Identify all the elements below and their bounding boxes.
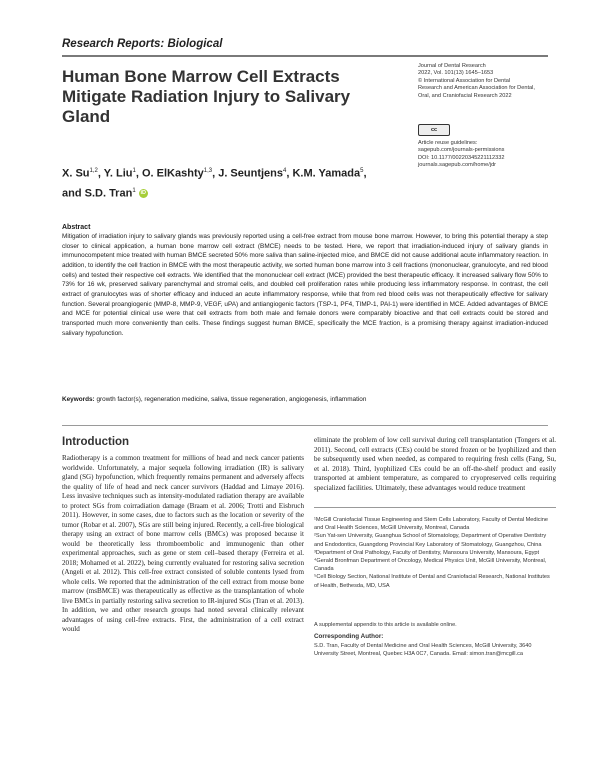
reuse-label: Article reuse guidelines: bbox=[418, 140, 478, 146]
keywords bbox=[62, 395, 548, 404]
abstract-text: Mitigation of irradiation injury to salivary glands was previously reported using a cell-free extract from mouse bone marrow. However, to bring this potential therapy a step closer to clinical application, a human bone marrow cell extract (BMCE) needs to be tested. Here, we report that irradiation-induced injury of salivary glands in immunocompetent mice treated with human BMCE secreted 50% more saliva than saline-injected mice, and BMCE did not cause additional acute inflammatory reaction. In addition, to identify the cell fraction in BMCE with the most therapeutic activity, we sorted human bone marrow into 3 cell fractions (mononuclear, granulocyte, and red blood cells) and tested their respective cell extracts. We identified that the mononuclear cell extract (MCE) provided the best therapeutic efficacy. It increased salivary flow 50% to 73% for 16 wk, preserved salivary parenchymal and stromal cells, and doubled cell proliferation rates while producing less inflammatory response. In contrast, the cell extract of granulocytes was of shorter efficacy and induced an acute inflammatory response, while that from red blood cells was not therapeutically effective for salivary function. Several proangiogenic (MMP-8, MMP-9, VEGF, uPA) and antiangiogenic factors (TSP-1, PF4, TIMP-1, PAI-1) were identified in MCE. Added advantages of BMCE and MCE for potential clinical use were that cell extracts from both male and female donors were comparably bioactive and that cell extracts could be stored and transported much more conveniently than cells. These findings suggest human BMCE, specifically the MCE fraction, is a promising therapy against irradiation-induced salivary hypofunction. bbox=[62, 233, 548, 337]
keywords-text: growth factor(s), regeneration medicine, saliva, tissue regeneration, angiogenesis, inflammation bbox=[96, 396, 367, 403]
author-name: X. Su bbox=[62, 167, 90, 180]
doi-text[interactable]: DOI: 10.1177/00220345221112332 bbox=[418, 155, 505, 161]
section-divider bbox=[62, 425, 548, 426]
author-name: J. Seuntjens bbox=[218, 167, 283, 180]
journal-url[interactable]: journals.sagepub.com/home/jdr bbox=[418, 162, 497, 169]
reuse-guidelines bbox=[418, 140, 558, 155]
creative-commons-icon: cc bbox=[418, 124, 450, 136]
journal-line: © International Association for Dental bbox=[418, 77, 511, 84]
author-affil: 1,3 bbox=[203, 168, 213, 174]
author-affil: 1 bbox=[132, 187, 136, 194]
author-affil: 5 bbox=[360, 168, 364, 174]
corresponding-author-heading: Corresponding Author: bbox=[314, 633, 384, 640]
introduction-left-column: Radiotherapy is a common treatment for millions of head and neck cancer patients worldwide. Unfortunately, a major sequela following irradiation (IR) is salivary gland (SG) hypofunction, which frequently remains permanent and adversely affects the quality of life of head and neck cancer survivors (Haddad and Limaye 2016). Less invasive techniques such as intensity-modulated radiation therapy are available to protect SGs from coirradiation damage (Braam et al. 2006; Trotti and Eisbruch 2011). However, in some cases, due to factors such as the location or severity of the tumor (Robar et al. 2007), SGs are still being injured. Recently, a cell-free biological therapy using an extract of bone marrow cells (BMCs) was proposed because it would be theoretically less thromboembolic and immunogenic than other experimental approaches, such as gene or stem cell–based therapy (Ferreira et al. 2018; Mohamed et al. 2022), being currently evaluated for restoring saliva secretion (Angeli et al. 2012). This cell-free extract consisted of soluble contents lysed from whole cells. We reported that the administration of the cell extract from mouse bone marrow (msBMCE) was therapeutically as effective as the transplantation of whole live BMCs in partially restoring saliva secretion to IR-injured SGs (Tran et al. 2013). In addition, we and other research groups had noted several clinically relevant advantages of using cell-free extracts. First, the administration of a cell extract would bbox=[62, 454, 304, 633]
orcid-icon[interactable]: iD bbox=[140, 189, 146, 196]
affiliations bbox=[314, 516, 556, 590]
affiliation: ³Department of Oral Pathology, Faculty of Dentistry, Mansoura University, Mansoura, Egypt bbox=[314, 549, 540, 556]
corresponding-author-text: S.D. Tran, Faculty of Dental Medicine and Oral Health Sciences, McGill University, 3640 University Street, Montreal, Quebec H3A 0C7, Canada. Email: simon.tran@mcgill.ca bbox=[314, 643, 532, 657]
journal-info bbox=[418, 63, 558, 100]
introduction-heading: Introduction bbox=[62, 436, 130, 448]
abstract bbox=[62, 224, 548, 338]
affiliation: ⁵Cell Biology Section, National Institute of Dental and Craniofacial Research, National Institutes of Health, Bethesda, MD, USA bbox=[314, 574, 550, 589]
keywords-label: Keywords: bbox=[62, 396, 95, 403]
section-label: Research Reports: Biological bbox=[62, 38, 223, 50]
article-title: Human Bone Marrow Cell Extracts Mitigate Radiation Injury to Salivary Gland bbox=[62, 67, 351, 126]
top-divider bbox=[62, 55, 548, 57]
author-affil: 1 bbox=[132, 168, 136, 174]
author-affil: 1,2 bbox=[89, 168, 98, 174]
author-name: Y. Liu bbox=[103, 167, 133, 180]
journal-line: Research and American Association for Dental, bbox=[418, 85, 535, 92]
author-affil: 4 bbox=[283, 168, 287, 174]
abstract-heading: Abstract bbox=[62, 224, 91, 231]
journal-line: Oral, and Craniofacial Research 2022 bbox=[418, 92, 512, 99]
reuse-link[interactable]: sagepub.com/journals-permissions bbox=[418, 147, 505, 154]
journal-line: 2022, Vol. 101(13) 1645–1653 bbox=[418, 70, 494, 77]
affiliation: ¹McGill Craniofacial Tissue Engineering and Stem Cells Laboratory, Faculty of Dental Medicine and Oral Health Sciences, McGill University, Montreal, Canada bbox=[314, 517, 549, 532]
author-name: S.D. Tran bbox=[84, 187, 133, 200]
introduction-right-column: eliminate the problem of low cell survival during cell transplantation (Tongers et al. 2011). Second, cell extracts (CEs) could be stored frozen or be lyophilized and then be subsequently used when needed, as compared to requiring fresh cells (Fang, Su, et al. 2018). Third, lyophilized CEs could be an off-the-shelf product and easily transported at ambient temperature, as compared to cryopreserved cells requiring specialized facilities. Ultimately, these advantages would reduce treatment bbox=[314, 436, 556, 492]
author-name: O. ElKashty bbox=[141, 167, 204, 180]
footnote-divider bbox=[314, 507, 556, 508]
affiliation: ²Sun Yat-sen University, Guanghua School of Stomatology, Department of Operative Dentistry and Endodontics, Guangdong Provincial Key Laboratory of Stomatology, Guangzhou, China bbox=[314, 533, 547, 548]
affiliation: ⁴Gerald Bronfman Department of Oncology, Medical Physics Unit, McGill University, Montreal, Canada bbox=[314, 558, 547, 573]
author-name: K.M. Yamada bbox=[292, 167, 361, 180]
supplemental-note: A supplemental appendix to this article is available online. bbox=[314, 622, 457, 628]
author-list: X. Su$^{1,2}$, Y. Liu$^1$, O. ElKashty$^{1,3}$, J. Seuntjens$^4$, K.M. Yamada$^5$, and S.D. Tran$^1$ iD bbox=[62, 167, 367, 200]
journal-line: Journal of Dental Research bbox=[418, 63, 486, 69]
